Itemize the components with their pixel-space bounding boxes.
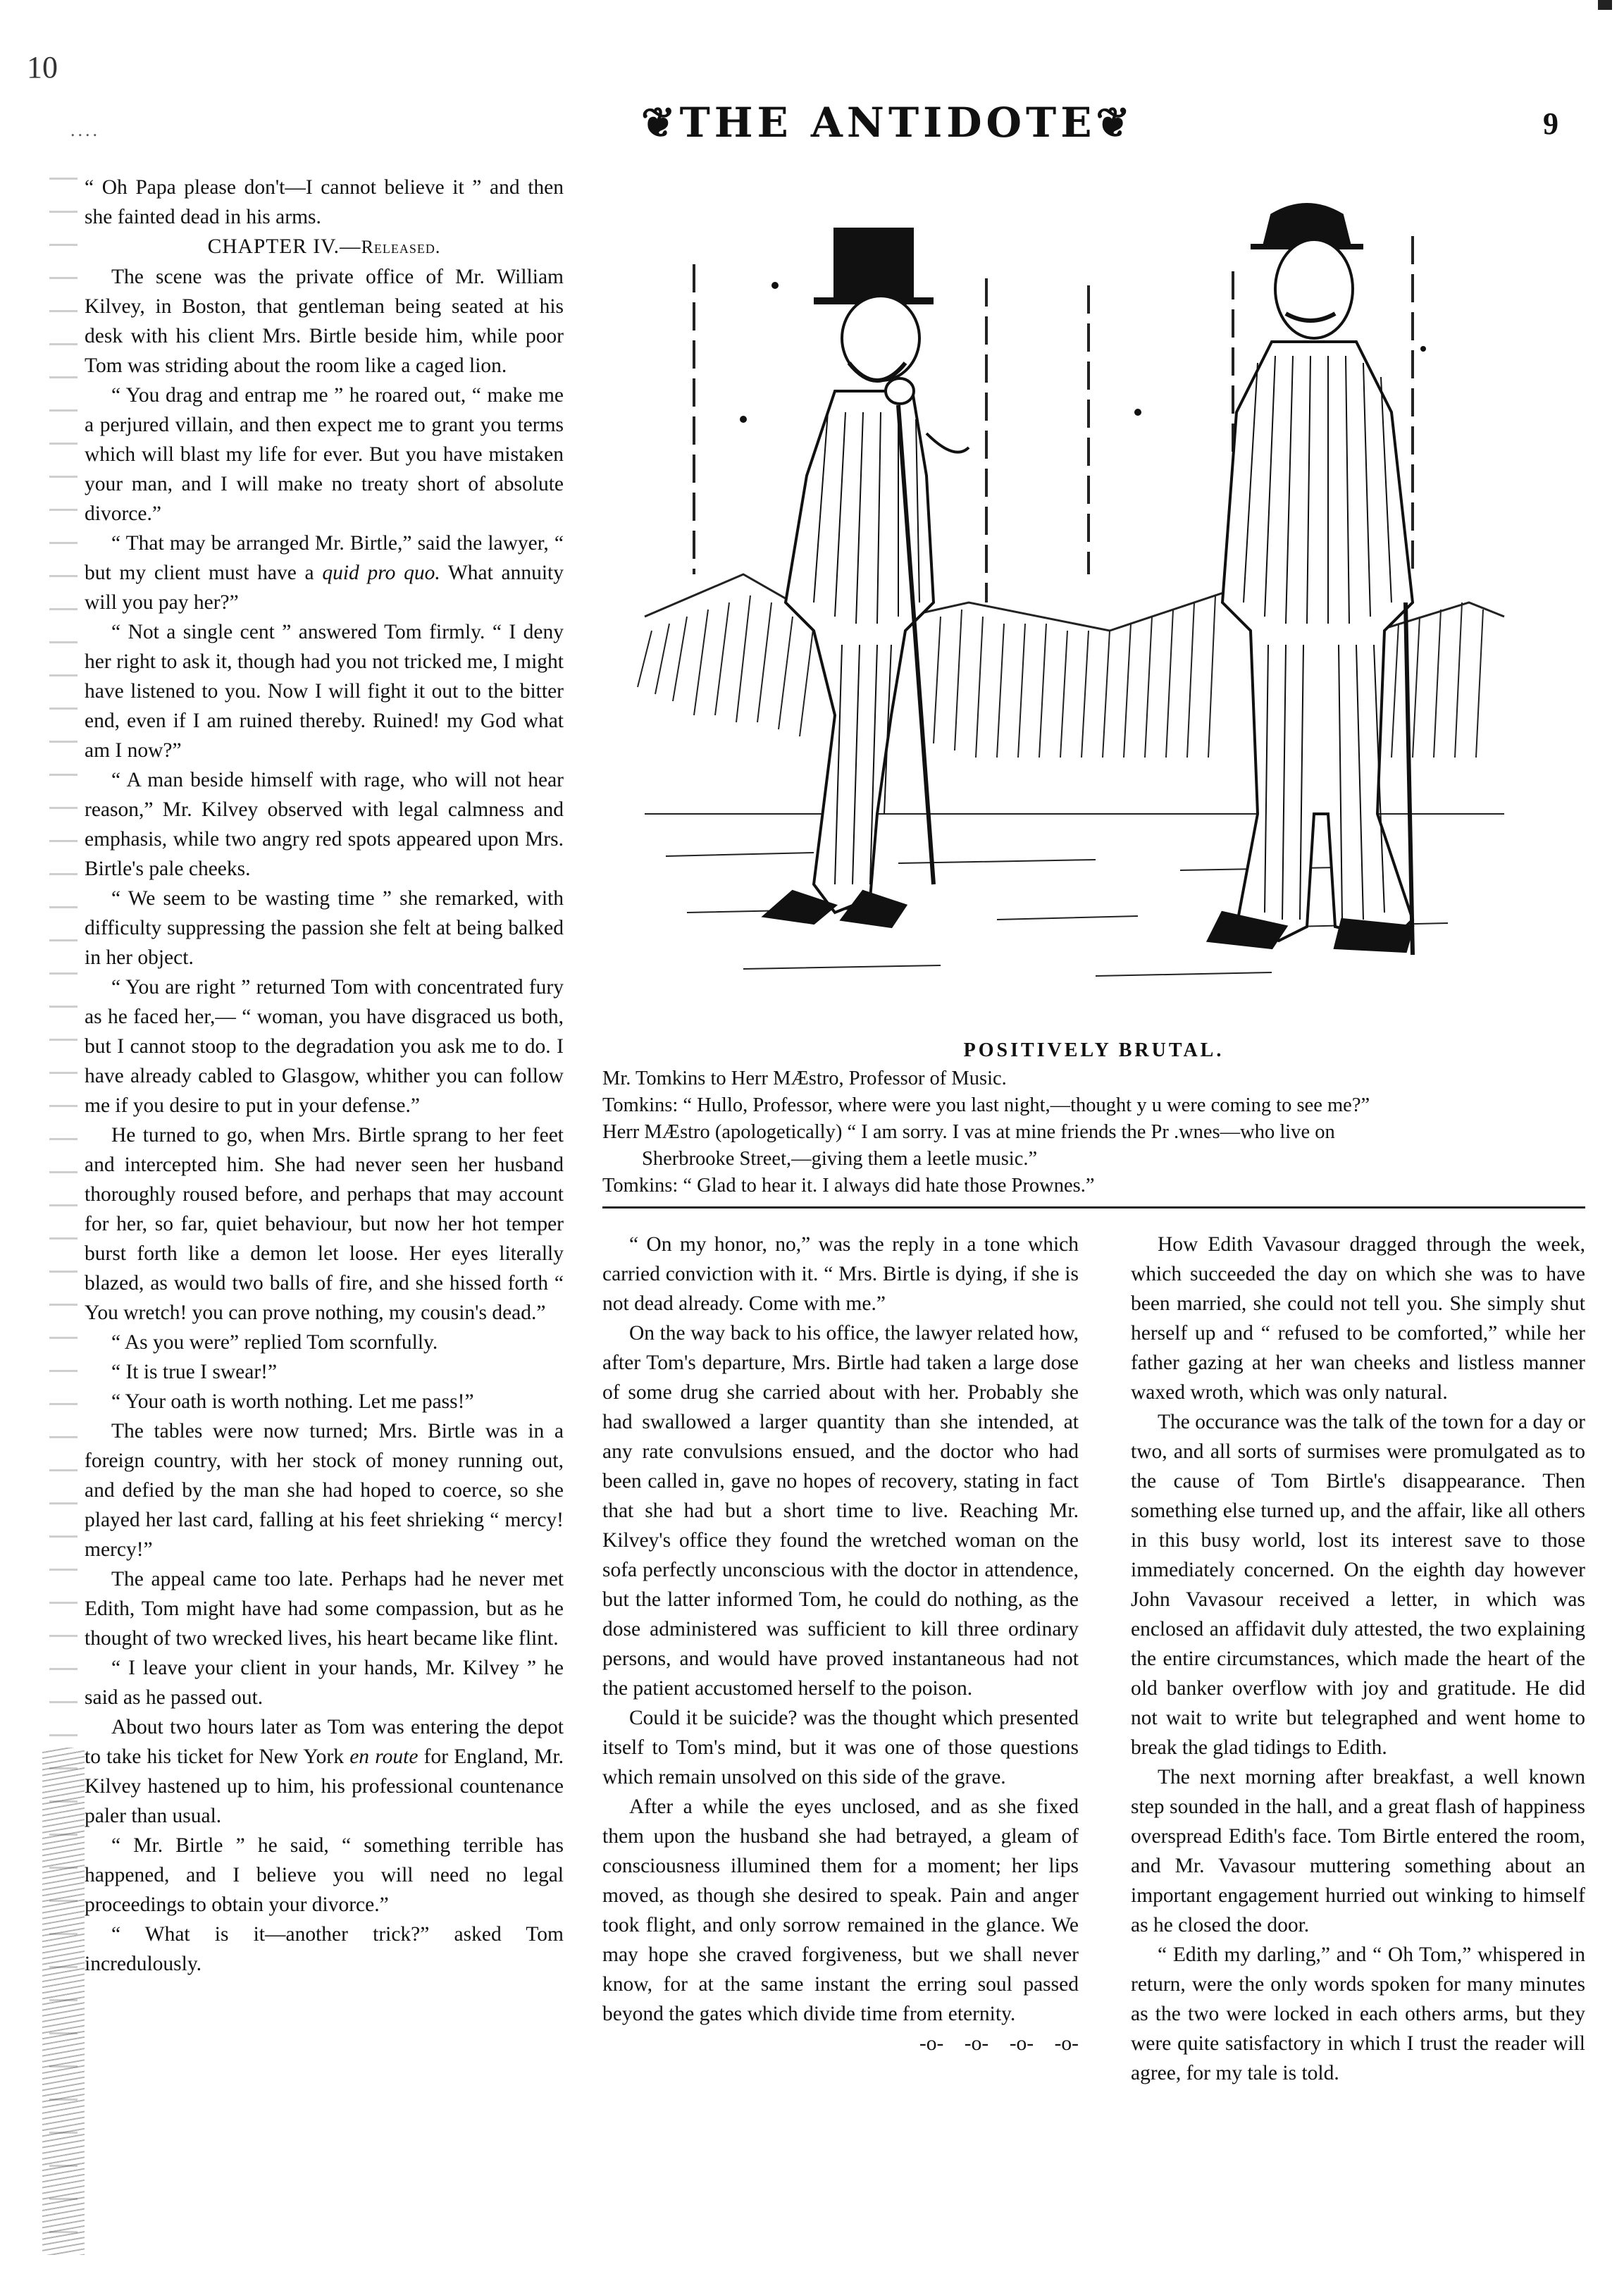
paragraph: The scene was the private office of Mr. William Kilvey, in Boston, that gentleman being seated at his desk with his client Mrs. Birtle beside him, while poor Tom was striding about the room like a caged lion. [85, 266, 564, 377]
paragraph: The next morning after breakfast, a well known step sounded in the hall, and a great flash of happiness overspread Edith's face. Tom Birtle entered the room, and Mr. Vavasour muttering something about an important engagement hurried out winking to himself as he closed the door. [1131, 1766, 1585, 1936]
professor-figure [764, 229, 969, 927]
paragraph: Could it be suicide? was the thought which presented itself to Tom's mind, but it was one of those questions which remain unsolved on this side of the grave. [602, 1707, 1079, 1788]
binding-scuff-lower [42, 1748, 85, 2255]
paragraph: The occurance was the talk of the town for a day or two, and all sorts of surmises were promulgated as to the cause of Tom Birtle's disappearance. Then something else turned up, and the affair, like all others in this busy world, lost its interest save to those immediately concerned. On the eighth day however John Vavasour received a letter, in which was enclosed an affidavit duly attested, the two explaining the entire circumstances, which made the heart of the old banker overflow with joy and gratitude. He did not wait to write but telegraphed and went home to break the glad tidings to Edith. [1131, 1411, 1585, 1759]
paragraph: He turned to go, when Mrs. Birtle sprang to her feet and intercepted him. She had never seen her husband thoroughly roused before, and perhaps that may account for her, so far, quiet behaviour, but now her hot temper burst forth like a demon let loose. Her eyes literally blazed, as would two balls of fire, and she hissed forth “ You wretch! you can prove nothing, my cousin's dead.” [85, 1124, 564, 1324]
caption-line: Tomkins: “ Hullo, Professor, where were you last night,—thought y u were coming to see me?” [602, 1094, 1370, 1116]
article-column-3 [1131, 1230, 1585, 2266]
paragraph: “ You drag and entrap me ” he roared out, “ make me a perjured villain, and then expect me to grant you terms which will blast my life for ever. But you have mistaken your man, and I will make no treaty short of absolute divorce.” [85, 384, 564, 525]
text-run: “ That may be arranged Mr. Birtle,” said the lawyer, “ but my client must have a [85, 532, 564, 584]
paragraph: “ A man beside himself with rage, who will not hear reason,” Mr. Kilvey observed with legal calmness and emphasis, while two angry red spots appeared upon Mrs. Birtle's pale cheeks. [85, 769, 564, 880]
gutter-dots: .... [70, 120, 100, 140]
paragraph [85, 1712, 564, 1831]
paragraph: How Edith Vavasour dragged through the week, which succeeded the day on which she was to have been married, she could not tell you. She simply shut herself up and “ refused to be comforted,” while her father gazing at her wan cheeks and listless manner waxed wroth, which was only natural. [1131, 1233, 1585, 1404]
paragraph: “ You are right ” returned Tom with concentrated fury as he faced her,— “ woman, you have disgraced us both, but I cannot stoop to the degradation you ask me to do. I have already cabled to Glasgow, whither you can follow me if you desire to put in your defense.” [85, 976, 564, 1117]
tomkins-figure [1208, 204, 1413, 955]
paragraph: The tables were now turned; Mrs. Birtle was in a foreign country, with her stock of money running out, and defied by the man she had hoped to coerce, so she played her last card, falling at his feet shrieking “ mercy! mercy!” [85, 1420, 564, 1561]
paragraph: “ As you were” replied Tom scornfully. [111, 1331, 438, 1354]
chapter-title: Released. [361, 237, 441, 257]
article-column-2 [602, 1230, 1079, 2266]
paragraph: “ It is true I swear!” [111, 1361, 278, 1383]
paragraph: “ Not a single cent ” answered Tom firmly. “ I deny her right to ask it, though had you not tricked me, I might have listened to you. Now I will fight it out to the bitter end, even if I am ruined thereby. Ruined! my God what am I now?” [85, 621, 564, 762]
text-run: About two hours later as Tom was entering the depot to take his ticket for New York [85, 1716, 564, 1768]
illustration-title: POSITIVELY BRUTAL. [963, 1039, 1225, 1061]
paragraph: “ I leave your client in your hands, Mr. Kilvey ” he said as he passed out. [85, 1657, 564, 1709]
illustration-caption [602, 1065, 1585, 1199]
paragraph: “ Your oath is worth nothing. Let me pass!” [111, 1390, 474, 1413]
paragraph: The appeal came too late. Perhaps had he never met Edith, Tom might have had some compassion, but as he thought of two wrecked lives, his heart became like flint. [85, 1568, 564, 1650]
corner-handwritten-mark: 10 [27, 50, 58, 85]
paragraph: “ On my honor, no,” was the reply in a tone which carried conviction with it. “ Mrs. Birtle is dying, if she is not dead already. Come with me.” [602, 1233, 1079, 1315]
caption-line: Sherbrooke Street,—giving them a leetle music.” [642, 1148, 1038, 1170]
caption-line: Mr. Tomkins to Herr MÆstro, Professor of Music. [602, 1068, 1007, 1089]
section-rule [602, 1206, 1585, 1209]
paragraph [85, 529, 564, 617]
paragraph: “ Mr. Birtle ” he said, “ something terrible has happened, and I believe you will need no legal proceedings to obtain your divorce.” [85, 1834, 564, 1916]
caption-line: Herr MÆstro (apologetically) “ I am sorry. I vas at mine friends the Pr .wnes—who live on [602, 1121, 1335, 1143]
paragraph: “ Edith my darling,” and “ Oh Tom,” whispered in return, were the only words spoken for many minutes as the two were locked in each others arms, but they were quite satisfactory in which I trust the reader will agree, for my tale is told. [1131, 1943, 1585, 2084]
paragraph: On the way back to his office, the lawyer related how, after Tom's departure, Mrs. Birtle had taken a large dose of some drug she carried about with her. Probably she had swallowed a larger quantity than she intended, at any rate convulsions ensued, and the doctor who had been called in, gave no hopes of recovery, stating in fact that she had but a short time to live. Reaching Mr. Kilvey's office they found the wretched woman on the sofa perfectly unconscious with the doctor in attendence, but the latter informed Tom, he could do nothing, as the dose administered was sufficient to kill three ordinary persons, and would have proved instantaneous had not the patient accustomed herself to the poison. [602, 1322, 1079, 1700]
chapter-number: CHAPTER IV.— [207, 235, 361, 258]
text-run: for England, Mr. Kilvey hastened up to him, his professional countenance paler than usual. [85, 1745, 564, 1827]
paragraph: “ We seem to be wasting time ” she remarked, with difficulty suppressing the passion she felt at being balked in her object. [85, 887, 564, 969]
text-run: What annuity will you pay her?” [85, 562, 564, 614]
masthead-title: ❦THE ANTIDOTE❦ [640, 99, 1135, 147]
paragraph: “ What is it—another trick?” asked Tom incredulously. [85, 1923, 564, 1975]
italic-phrase: en route [349, 1745, 419, 1768]
page-number: 9 [1543, 106, 1558, 141]
edge-scan-mark [1598, 0, 1612, 10]
caption-line: Tomkins: “ Glad to hear it. I always did hate those Prownes.” [602, 1175, 1095, 1197]
paragraph: “ Oh Papa please don't—I cannot believe it ” and then she fainted dead in his arms. [85, 176, 564, 228]
chapter-heading [85, 232, 564, 262]
section-ornament: -o- -o- -o- -o- [919, 2032, 1079, 2055]
paragraph: After a while the eyes unclosed, and as she fixed them upon the husband she had betrayed, a gleam of consciousness illumined them for a moment; her lips moved, as though she desired to speak. Pain and anger took flight, and only sorrow remained in the glance. We may hope she craved forgiveness, but we shall never know, for at the same instant the erring soul passed beyond the gates which divide time from eternity. [602, 1796, 1079, 2025]
cartoon-illustration [602, 180, 1585, 1032]
article-column-1 [85, 173, 564, 2258]
italic-phrase: quid pro quo. [322, 562, 440, 584]
